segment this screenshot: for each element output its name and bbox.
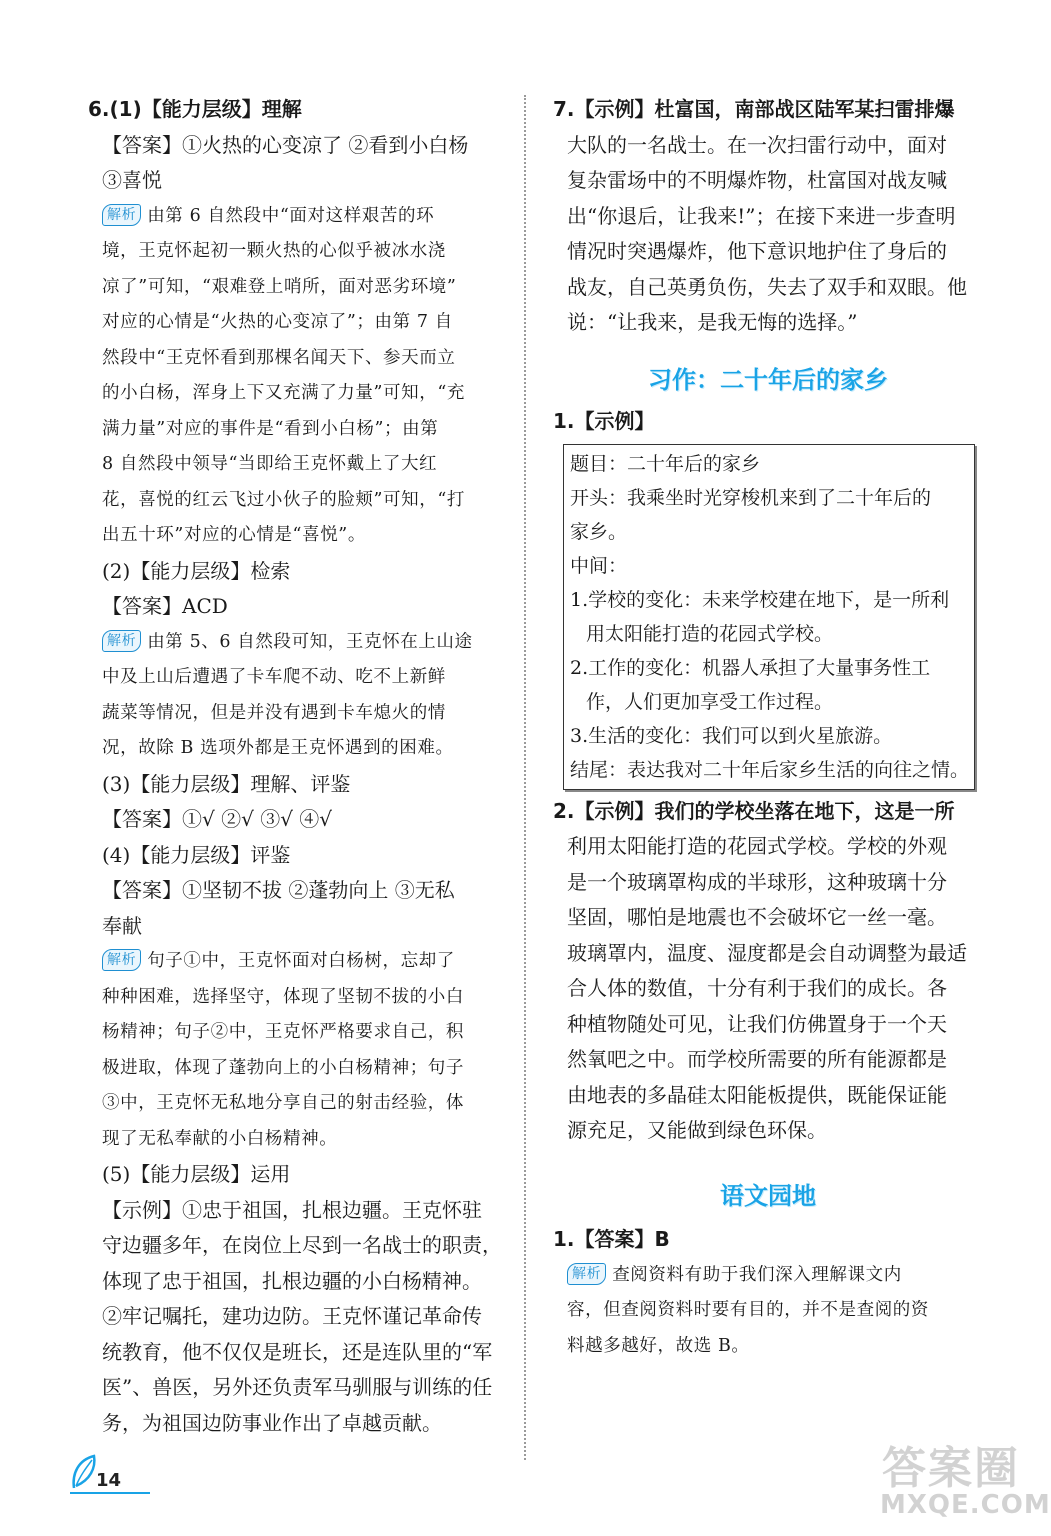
q2-line: 坚固，哪怕是地震也不会破坏它一丝一毫。 [567,905,947,929]
left-line-text: 凉了”可知，“艰难登上哨所，面对恶劣环境” [102,276,457,297]
watermark-logo: 答案圈 [882,1443,1020,1494]
q2-line: 然氧吧之中。而学校所需要的所有能源都是 [567,1047,947,1071]
left-line [88,1157,508,1193]
q2-line: 合人体的数值，十分有利于我们的成长。各 [567,976,947,1000]
left-line [88,234,508,270]
outline-line: 题目：二十年后的家乡 [570,452,761,475]
left-line-text: 况，故除 B 选项外都是王克怀遇到的困难。 [102,738,454,758]
left-line [88,199,508,235]
left-line-text: 然段中“王克怀看到那棵名闻天下、参天而立 [102,347,456,368]
left-line [88,1228,508,1264]
left-line-text: 极进取，体现了蓬勃向上的小白杨精神；句子 [102,1057,464,1078]
right-column [553,92,983,1364]
q7-line: 战友，自己英勇负伤，失去了双手和双眼。他 [567,274,967,299]
left-line-text: 对应的心情是“火热的心变凉了”；由第 7 自 [102,312,453,332]
analysis-tag: 解析 [102,630,141,652]
left-line [88,909,508,945]
analysis-tag: 解析 [102,949,141,971]
left-line-text: ③中，王克怀无私地分享自己的射击经验，体 [102,1093,464,1113]
left-line-text: 中及上山后遭遇了卡车爬不动、吃不上新鲜 [102,667,446,687]
garden-exp-text: 料越多越好，故选 B。 [567,1335,750,1356]
composition-q1-label: 1.【示例】 [553,409,655,433]
left-line-text: 【答案】ACD [102,594,228,618]
left-line-text: (2)【能力层级】检索 [102,558,291,583]
left-line-text: 奉献 [102,913,142,938]
left-line-text: 的小白杨，浑身上下又充满了力量”可知，“充 [102,383,465,403]
garden-exp-text: 容，但查阅资料时要有目的，并不是查阅的资 [567,1300,929,1320]
composition-q2 [553,794,983,1149]
question-7 [553,92,983,341]
left-line-text: 境，王克怀起初一颗火热的心似乎被冰水浇 [102,241,446,261]
left-line-text: 现了无私奉献的小白杨精神。 [102,1128,338,1149]
left-line [88,341,508,377]
left-line-text: (3)【能力层级】理解、评鉴 [102,771,351,796]
left-line-text: 【示例】①忠于祖国，扎根边疆。王克怀驻 [102,1197,482,1222]
left-line-text: 出五十环”对应的心情是“喜悦”。 [102,525,366,545]
left-line-text: 满力量”对应的事件是“看到小白杨”；由第 [102,418,439,439]
left-line [88,980,508,1016]
left-column [88,92,508,1441]
left-line [88,305,508,341]
outline-line: 结尾：表达我对二十年后家乡生活的向往之情。 [570,758,970,781]
left-line-text: 统教育，他不仅仅是班长，还是连队里的“军 [102,1339,493,1364]
left-line [88,1406,508,1442]
q7-line: 情况时突遇爆炸，他下意识地护住了身后的 [567,239,947,263]
left-line [88,625,508,661]
outline-line: 1.学校的变化：未来学校建在地下，是一所利 [570,588,950,611]
left-line-text: 花，喜悦的红云飞过小伙子的脸颊”可知，“打 [102,489,465,510]
left-line [88,1193,508,1229]
q2-line: 玻璃罩内，温度、湿度都是会自动调整为最适 [567,940,967,965]
left-line [88,1051,508,1087]
left-line-text: 守边疆多年，在岗位上尽到一名战士的职责， [102,1233,502,1257]
outline-line: 用太阳能打造的花园式学校。 [586,622,834,645]
page-number-rule [70,1492,150,1494]
q7-line: 7.【示例】杜富国，南部战区陆军某扫雷排爆 [553,97,955,121]
analysis-tag: 解析 [567,1263,606,1285]
left-line-text: 医”、兽医，另外还负责军马驯服与训练的任 [102,1375,493,1399]
garden-exp-text: 查阅资料有助于我们深入理解课文内 [612,1264,902,1285]
garden-q1-answer: 1.【答案】B [553,1227,670,1251]
left-line [88,660,508,696]
left-line [88,554,508,590]
left-line-text: 由第 6 自然段中“面对这样艰苦的环 [147,205,435,226]
left-line-text: ③喜悦 [102,168,162,192]
left-line [88,1122,508,1158]
left-line-text: 【答案】①火热的心变凉了 ②看到小白杨 [102,132,469,157]
left-line-text: 由第 5、6 自然段可知，王克怀在上山途 [147,631,473,652]
left-line [88,483,508,519]
left-line [88,92,508,128]
column-divider [524,95,526,1460]
outline-line: 开头：我乘坐时光穿梭机来到了二十年后的 [570,486,932,509]
q2-line: 2.【示例】我们的学校坐落在地下，这是一所 [553,798,955,823]
outline-line: 中间： [570,554,628,577]
left-line [88,944,508,980]
left-line-text: 【答案】①√ ②√ ③√ ④√ [102,807,333,831]
left-line [88,270,508,306]
left-line [88,518,508,554]
left-line-text: ②牢记嘱托，建功边防。王克怀谨记革命传 [102,1304,482,1328]
left-line-text: (5)【能力层级】运用 [102,1162,291,1186]
left-line [88,447,508,483]
outline-line: 家乡。 [570,520,628,543]
q2-line: 种植物随处可见，让我们仿佛置身于一个天 [567,1011,947,1036]
left-line [88,696,508,732]
q7-line: 出“你退后，让我来!”；在接下来进一步查明 [567,203,956,228]
outline-line: 3.生活的变化：我们可以到火星旅游。 [570,724,893,747]
left-line-text: 8 自然段中领导“当即给王克怀戴上了大红 [102,454,438,474]
q2-line: 利用太阳能打造的花园式学校。学校的外观 [567,834,947,858]
section-heading-garden: 语文园地 [720,1181,816,1210]
analysis-tag: 解析 [102,204,141,226]
left-line [88,802,508,838]
left-line [88,1264,508,1300]
page-number-text: 14 [96,1470,122,1491]
left-line [88,128,508,164]
outline-box [563,444,975,790]
outline-line: 2.工作的变化：机器人承担了大量事务性工 [570,656,931,679]
left-line-text: 6.(1)【能力层级】理解 [88,97,302,121]
garden-exp-line [553,1293,983,1329]
left-line [88,589,508,625]
left-line-text: 【答案】①坚韧不拔 ②蓬勃向上 ③无私 [102,878,455,902]
left-line [88,1335,508,1371]
left-line [88,163,508,199]
left-line [88,1015,508,1051]
left-line [88,1299,508,1335]
garden-exp-line [553,1258,983,1294]
q2-line: 源充足，又能做到绿色环保。 [567,1118,827,1142]
garden-exp-line [553,1329,983,1365]
q7-line: 说：“让我来，是我无悔的选择。” [567,310,858,334]
outline-line: 作，人们更加享受工作过程。 [586,690,834,713]
left-line-text: 体现了忠于祖国，扎根边疆的小白杨精神。 [102,1268,482,1293]
section-heading-composition: 习作：二十年后的家乡 [648,365,888,394]
garden-q1-explanation [553,1258,983,1365]
q2-line: 由地表的多晶硅太阳能板提供，既能保证能 [567,1082,947,1107]
left-line [88,1086,508,1122]
left-line-text: 务，为祖国边防事业作出了卓越贡献。 [102,1410,442,1435]
left-line [88,873,508,909]
left-line-text: 种种困难，选择坚守，体现了坚韧不拔的小白 [102,986,464,1007]
left-line-text: 蔬菜等情况，但是并没有遇到卡车熄火的情 [102,702,446,723]
watermark [878,1432,1051,1532]
watermark-url: MXQE.COM [880,1490,1051,1520]
q7-line: 大队的一名战士。在一次扫雷行动中，面对 [567,132,947,157]
left-line [88,767,508,803]
left-line [88,412,508,448]
left-line [88,1370,508,1406]
q2-line: 是一个玻璃罩构成的半球形，这种玻璃十分 [567,869,947,894]
left-line [88,838,508,874]
left-line [88,376,508,412]
left-line-text: 杨精神；句子②中，王克怀严格要求自己，积 [102,1022,464,1042]
left-line [88,731,508,767]
left-line-text: (4)【能力层级】评鉴 [102,842,291,867]
q7-line: 复杂雷场中的不明爆炸物，杜富国对战友喊 [567,168,947,192]
left-line-text: 句子①中，王克怀面对白杨树，忘却了 [147,951,455,971]
